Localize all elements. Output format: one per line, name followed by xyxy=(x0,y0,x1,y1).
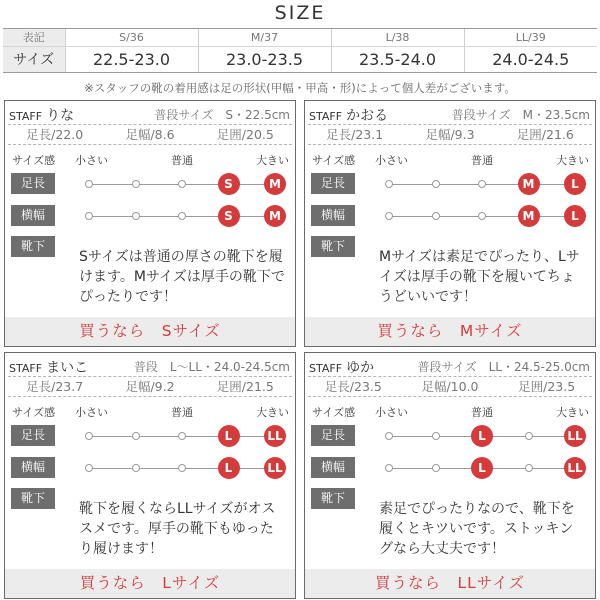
size-header-m: M/37 xyxy=(198,29,331,46)
scale-tick xyxy=(525,464,533,472)
size-fit-marker: M xyxy=(518,173,540,195)
scale-tick xyxy=(385,180,393,188)
slider-scale-header xyxy=(305,152,595,168)
staff-comment: Mサイズは素足でぴったり、Lサイズは厚手の靴下を履いてちょうどいいです！ xyxy=(379,249,580,305)
staff-name: まいこ xyxy=(46,360,89,376)
staff-name: ゆか xyxy=(346,360,375,376)
measurement-value: 足長/23.7 xyxy=(26,379,84,394)
row-tag-socks: 靴下 xyxy=(11,488,55,509)
scale-tick xyxy=(132,464,140,472)
measurement-value: 足長/23.5 xyxy=(324,379,382,394)
size-fit-marker: L xyxy=(471,457,493,479)
scale-tick xyxy=(385,212,393,220)
size-table xyxy=(3,29,597,73)
measurement-value: 足囲/21.5 xyxy=(216,379,274,394)
size-fit-marker: S xyxy=(218,205,240,227)
size-fit-marker: L xyxy=(218,425,240,447)
measurement-value: 足長/22.0 xyxy=(26,127,84,142)
scale-normal-label: 普通 xyxy=(471,154,493,167)
size-recommendation: 買うなら LLサイズ xyxy=(305,569,595,598)
size-table-value-row xyxy=(3,46,597,72)
staff-header xyxy=(309,357,590,375)
fit-caption: サイズ感 xyxy=(312,154,356,167)
size-fit-marker: L xyxy=(564,173,586,195)
scale-tick xyxy=(178,212,186,220)
measurement-value: 足長/23.1 xyxy=(326,127,384,142)
row-tag-socks: 靴下 xyxy=(311,488,355,509)
slider-scale-header xyxy=(5,152,295,168)
scale-tick xyxy=(385,432,393,440)
row-tag-socks: 靴下 xyxy=(11,236,55,257)
size-header-label: 表記 xyxy=(3,29,65,46)
slider-scale-header xyxy=(305,404,595,420)
scale-tick xyxy=(85,432,93,440)
size-range-m: 23.0-23.5 xyxy=(198,46,331,72)
measurement-value: 足幅/10.0 xyxy=(421,379,479,394)
usual-size: 普段サイズ S・22.5cm xyxy=(154,108,290,122)
foot-measurements xyxy=(5,377,295,395)
scale-normal-label: 普通 xyxy=(171,154,193,167)
scale-tick xyxy=(478,212,486,220)
size-fit-marker: L xyxy=(218,457,240,479)
scale-normal-label: 普通 xyxy=(471,406,493,419)
scale-tick xyxy=(132,180,140,188)
slider-scale-header xyxy=(5,404,295,420)
measurement-value: 足囲/23.5 xyxy=(518,379,576,394)
size-table-header-row xyxy=(3,29,597,46)
size-fit-marker: LL xyxy=(264,457,286,479)
dashed-divider xyxy=(308,396,592,397)
size-recommendation: 買うなら Sサイズ xyxy=(5,317,295,346)
row-tag-width: 横幅 xyxy=(11,457,55,478)
scale-tick xyxy=(478,180,486,188)
usual-size: 普段サイズ LL・24.5-25.0cm xyxy=(417,360,590,374)
measurement-value: 足幅/9.3 xyxy=(425,127,475,142)
scale-tick xyxy=(85,212,93,220)
measurement-value: 足囲/21.6 xyxy=(516,127,574,142)
measurement-value: 足幅/9.2 xyxy=(125,379,175,394)
scale-large-label: 大きい xyxy=(256,406,289,419)
scale-tick xyxy=(432,212,440,220)
fit-disclaimer: ※スタッフの靴の着用感は足の形状(甲幅・甲高・形)によって個人差がございます。 xyxy=(84,81,516,95)
row-tag-socks: 靴下 xyxy=(311,236,355,257)
scale-small-label: 小さい xyxy=(375,406,408,419)
scale-tick xyxy=(432,432,440,440)
foot-measurements xyxy=(305,125,595,143)
size-fit-marker: L xyxy=(471,425,493,447)
staff-card xyxy=(4,352,296,599)
fit-caption: サイズ感 xyxy=(12,406,56,419)
measurement-value: 足囲/20.5 xyxy=(216,127,274,142)
staff-tag: STAFF xyxy=(9,362,43,375)
staff-header xyxy=(9,105,290,123)
staff-comment: 素足でぴったりなので、靴下を履くとキツいです。ストッキングなら大丈夫です！ xyxy=(379,501,575,557)
scale-small-label: 小さい xyxy=(375,154,408,167)
scale-tick xyxy=(178,432,186,440)
staff-tag: STAFF xyxy=(309,362,343,375)
scale-tick xyxy=(432,464,440,472)
scale-tick xyxy=(525,432,533,440)
size-fit-marker: LL xyxy=(264,425,286,447)
scale-normal-label: 普通 xyxy=(171,406,193,419)
usual-size: 普段 L〜LL・24.0-24.5cm xyxy=(133,360,290,374)
staff-header xyxy=(309,105,590,123)
size-fit-marker: M xyxy=(264,173,286,195)
row-tag-width: 横幅 xyxy=(311,205,355,226)
staff-card xyxy=(304,352,596,599)
size-fit-marker: M xyxy=(518,205,540,227)
staff-card xyxy=(304,100,596,347)
row-tag-width: 横幅 xyxy=(11,205,55,226)
scale-tick xyxy=(132,432,140,440)
size-fit-marker: M xyxy=(264,205,286,227)
row-tag-width: 横幅 xyxy=(311,457,355,478)
measurement-value: 足幅/8.6 xyxy=(125,127,175,142)
foot-measurements xyxy=(5,125,295,143)
row-tag-length: 足長 xyxy=(11,425,55,446)
scale-small-label: 小さい xyxy=(75,154,108,167)
row-tag-length: 足長 xyxy=(311,173,355,194)
scale-tick xyxy=(178,180,186,188)
size-range-s: 22.5-23.0 xyxy=(65,46,198,72)
size-row-label: サイズ xyxy=(3,46,65,72)
size-range-l: 23.5-24.0 xyxy=(331,46,464,72)
staff-comment: 靴下を履くならLLサイズがオススメです。厚手の靴下もゆったり履けます！ xyxy=(79,501,276,557)
scale-tick xyxy=(85,180,93,188)
row-tag-length: 足長 xyxy=(11,173,55,194)
staff-name: りな xyxy=(46,108,75,124)
staff-tag: STAFF xyxy=(309,110,343,123)
staff-card xyxy=(4,100,296,347)
fit-caption: サイズ感 xyxy=(312,406,356,419)
size-fit-marker: LL xyxy=(564,425,586,447)
scale-small-label: 小さい xyxy=(75,406,108,419)
staff-comment: Sサイズは普通の厚さの靴下を履けます。Mサイズは厚手の靴下でぴったりです！ xyxy=(79,249,285,305)
size-fit-marker: S xyxy=(218,173,240,195)
scale-tick xyxy=(132,212,140,220)
dashed-divider xyxy=(8,144,292,145)
scale-large-label: 大きい xyxy=(256,154,289,167)
scale-large-label: 大きい xyxy=(556,406,589,419)
scale-large-label: 大きい xyxy=(556,154,589,167)
staff-tag: STAFF xyxy=(9,110,43,123)
dashed-divider xyxy=(308,144,592,145)
row-tag-length: 足長 xyxy=(311,425,355,446)
staff-header xyxy=(9,357,290,375)
scale-tick xyxy=(385,464,393,472)
size-header-ll: LL/39 xyxy=(464,29,597,46)
usual-size: 普段サイズ M・23.5cm xyxy=(451,108,590,122)
staff-name: かおる xyxy=(346,108,389,124)
scale-tick xyxy=(432,180,440,188)
size-fit-marker: LL xyxy=(564,457,586,479)
size-recommendation: 買うなら Lサイズ xyxy=(5,569,295,598)
scale-tick xyxy=(85,464,93,472)
size-fit-marker: L xyxy=(564,205,586,227)
fit-caption: サイズ感 xyxy=(12,154,56,167)
size-header-s: S/36 xyxy=(65,29,198,46)
size-recommendation: 買うなら Mサイズ xyxy=(305,317,595,346)
size-range-ll: 24.0-24.5 xyxy=(464,46,597,72)
page-title: SIZE xyxy=(274,2,326,24)
dashed-divider xyxy=(8,396,292,397)
scale-tick xyxy=(178,464,186,472)
size-header-l: L/38 xyxy=(331,29,464,46)
foot-measurements xyxy=(305,377,595,395)
